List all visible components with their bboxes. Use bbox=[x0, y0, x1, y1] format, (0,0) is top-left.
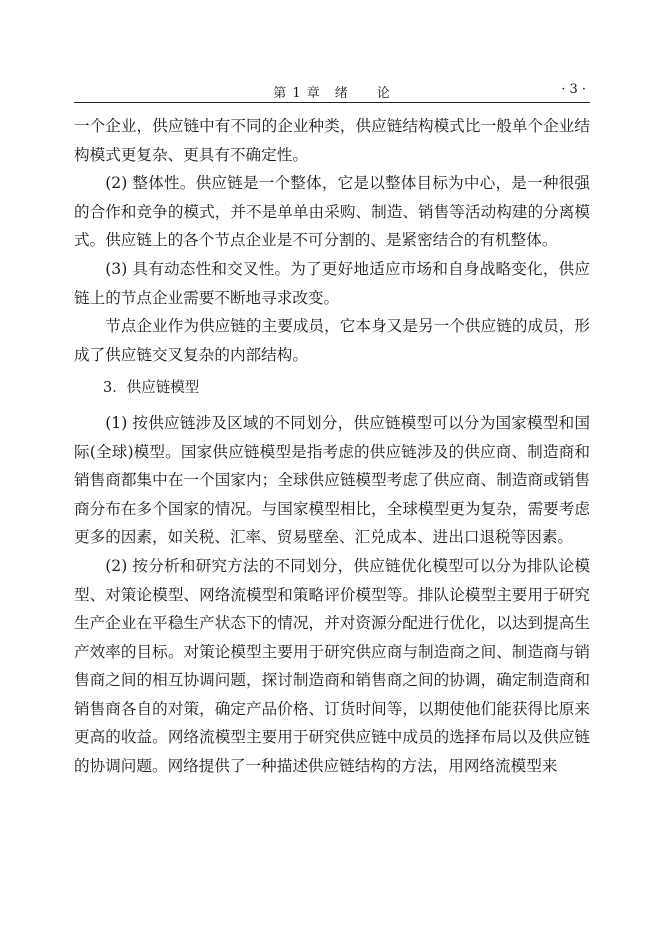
running-header bbox=[74, 80, 590, 103]
paragraph-integrity: (2) 整体性。供应链是一个整体，它是以整体目标为中心，是一种很强的合作和竞争的模式，并不是单单由采购、制造、销售等活动构建的分离模式。供应链上的各个节点企业是不可分割的、是紧密结合的有机整体。 bbox=[74, 174, 590, 250]
section-heading: 3．供应链模型 bbox=[103, 380, 200, 397]
chapter-number: 第 1 章 bbox=[273, 86, 321, 101]
chapter-title bbox=[74, 82, 590, 101]
paragraph-method-model: (2) 按分析和研究方法的不同划分，供应链优化模型可以分为排队论模型、对策论模型、网络流模型和策略评价模型等。排队论模型主要用于研究生产企业在平稳生产状态下的情况，并对资源分配进行优化，以达到提高生产效率的目标。对策论模型主要用于研究供应商与制造商之间、制造商与销售商之间的相互协调问题，探讨制造商和销售商之间的协调，确定制造商和销售商各自的对策，确定产品价格、订货时间等，以期使他们能获得比原来更高的收益。网络流模型主要用于研究供应链中成员的选择布局以及供应链的协调问题。网络提供了一种描述供应链结构的方法，用网络流模型来 bbox=[74, 556, 590, 776]
page-body bbox=[74, 112, 590, 781]
paragraph-dynamic: (3) 具有动态性和交叉性。为了更好地适应市场和自身战略变化，供应链上的节点企业需要不断地寻求改变。 bbox=[74, 259, 590, 307]
paragraph-continuation: 一个企业，供应链中有不同的企业种类，供应链结构模式比一般单个企业结构模式更复杂、更具有不确定性。 bbox=[74, 117, 590, 164]
page-number: · 3 · bbox=[561, 82, 586, 97]
chapter-title-part-2: 论 bbox=[376, 86, 391, 101]
paragraph-region-model: (1) 按供应链涉及区域的不同划分，供应链模型可以分为国家模型和国际(全球)模型。国家供应链模型是指考虑的供应链涉及的供应商、制造商和销售商都集中在一个国家内；全球供应链模型考虑了供应商、制造商或销售商分布在多个国家的情况。与国家模型相比，全球模型更为复杂，需要考虑更多的因素，如关税、汇率、贸易壁垒、汇兑成本、进出口退税等因素。 bbox=[74, 413, 590, 547]
paragraph-node-enterprise: 节点企业作为供应链的主要成员，它本身又是另一个供应链的成员，形成了供应链交叉复杂的内部结构。 bbox=[74, 317, 590, 364]
chapter-title-part-1: 绪 bbox=[334, 86, 349, 101]
